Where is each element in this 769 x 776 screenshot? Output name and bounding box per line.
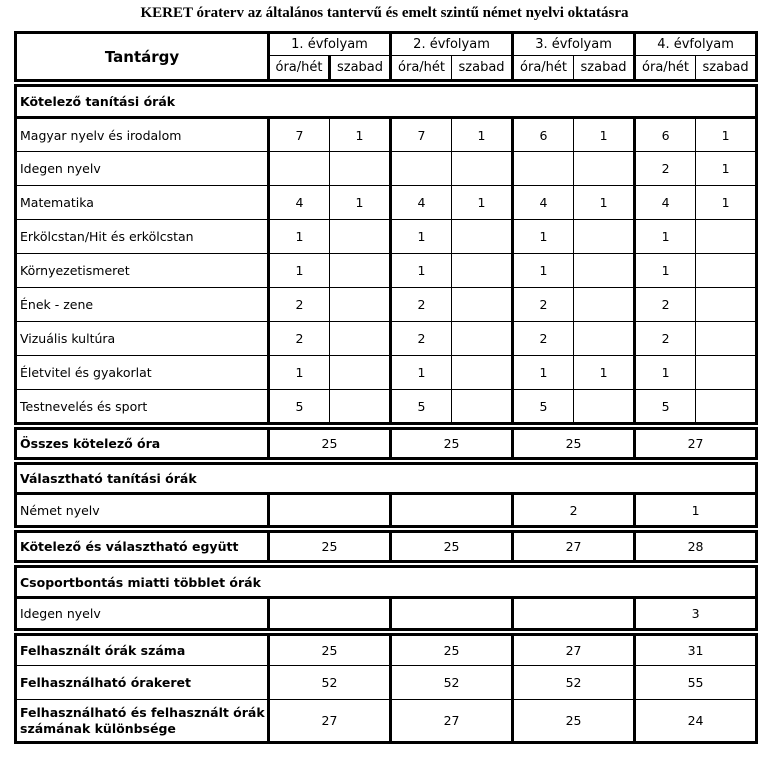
total-mandatory-value: 25 <box>513 429 635 459</box>
optional-value <box>391 494 513 527</box>
hours-per-week-cell: 4 <box>391 186 452 220</box>
free-hours-cell <box>574 288 635 322</box>
document-title: KERET óraterv az általános tantervű és emelt szintű német nyelvi oktatásra <box>140 5 629 21</box>
free-hours-cell <box>330 152 391 186</box>
table-row <box>16 288 757 322</box>
hours-per-week-cell <box>269 152 330 186</box>
subcol-header: óra/hét <box>391 56 452 81</box>
hours-per-week-cell: 5 <box>391 390 452 424</box>
table-row <box>16 322 757 356</box>
optional-value: 2 <box>513 494 635 527</box>
table-row <box>16 356 757 390</box>
used-value: 31 <box>635 635 757 666</box>
section-title-optional: Választható tanítási órák <box>16 464 757 494</box>
subject-header: Tantárgy <box>16 33 269 81</box>
hours-per-week-cell: 5 <box>635 390 696 424</box>
subject-name: Vizuális kultúra <box>16 322 269 356</box>
grade-header: 1. évfolyam <box>269 33 391 56</box>
free-hours-cell <box>452 356 513 390</box>
difference-value: 24 <box>635 700 757 743</box>
grade-header: 4. évfolyam <box>635 33 757 56</box>
hours-per-week-cell: 1 <box>269 254 330 288</box>
hours-per-week-cell: 2 <box>513 288 574 322</box>
hours-per-week-cell: 1 <box>391 254 452 288</box>
hours-per-week-cell: 5 <box>269 390 330 424</box>
hours-per-week-cell: 7 <box>391 118 452 152</box>
free-hours-cell: 1 <box>574 356 635 390</box>
available-value: 55 <box>635 666 757 700</box>
hours-per-week-cell: 1 <box>513 220 574 254</box>
used-label: Felhasznált órák száma <box>16 635 269 666</box>
hours-per-week-cell: 4 <box>513 186 574 220</box>
free-hours-cell <box>574 322 635 356</box>
subject-name: Erkölcstan/Hit és erkölcstan <box>16 220 269 254</box>
combined-label: Kötelező és választható együtt <box>16 532 269 562</box>
hours-per-week-cell: 2 <box>513 322 574 356</box>
subject-name: Matematika <box>16 186 269 220</box>
free-hours-cell: 1 <box>330 118 391 152</box>
free-hours-cell: 1 <box>574 118 635 152</box>
free-hours-cell: 1 <box>452 118 513 152</box>
available-value: 52 <box>513 666 635 700</box>
subject-name: Idegen nyelv <box>16 152 269 186</box>
available-value: 52 <box>391 666 513 700</box>
hours-per-week-cell: 1 <box>635 356 696 390</box>
subject-name: Ének - zene <box>16 288 269 322</box>
available-value: 52 <box>269 666 391 700</box>
free-hours-cell <box>330 220 391 254</box>
group-value: 3 <box>635 598 757 630</box>
row-label: Idegen nyelv <box>16 598 269 630</box>
subject-name: Magyar nyelv és irodalom <box>16 118 269 152</box>
group-value <box>269 598 391 630</box>
difference-label <box>16 700 269 743</box>
hours-per-week-cell: 6 <box>635 118 696 152</box>
subcol-header: szabad <box>574 56 635 81</box>
table-row <box>16 118 757 152</box>
free-hours-cell <box>574 220 635 254</box>
subcol-header: szabad <box>330 56 391 81</box>
free-hours-cell <box>452 390 513 424</box>
group-value <box>513 598 635 630</box>
difference-value: 27 <box>269 700 391 743</box>
difference-label-line1: Felhasználható és felhasznált órák <box>20 704 265 720</box>
hours-per-week-cell: 2 <box>635 322 696 356</box>
free-hours-cell <box>330 254 391 288</box>
used-value: 25 <box>269 635 391 666</box>
table-row <box>16 390 757 424</box>
hours-per-week-cell: 1 <box>513 254 574 288</box>
free-hours-cell <box>696 390 757 424</box>
subcol-header: szabad <box>452 56 513 81</box>
optional-value: 1 <box>635 494 757 527</box>
hours-per-week-cell: 4 <box>635 186 696 220</box>
hours-per-week-cell: 1 <box>269 220 330 254</box>
free-hours-cell: 1 <box>696 186 757 220</box>
hours-per-week-cell: 2 <box>635 152 696 186</box>
table-row <box>16 254 757 288</box>
hours-per-week-cell: 7 <box>269 118 330 152</box>
hours-per-week-cell: 1 <box>513 356 574 390</box>
subcol-header: óra/hét <box>513 56 574 81</box>
hours-per-week-cell: 4 <box>269 186 330 220</box>
total-mandatory-value: 25 <box>269 429 391 459</box>
difference-label-line2: számának különbsége <box>20 720 176 736</box>
free-hours-cell <box>574 152 635 186</box>
used-value: 25 <box>391 635 513 666</box>
hours-per-week-cell: 2 <box>635 288 696 322</box>
free-hours-cell <box>452 288 513 322</box>
table-row <box>16 220 757 254</box>
combined-value: 25 <box>269 532 391 562</box>
total-mandatory-label: Összes kötelező óra <box>16 429 269 459</box>
combined-value: 25 <box>391 532 513 562</box>
difference-value: 25 <box>513 700 635 743</box>
hours-per-week-cell: 5 <box>513 390 574 424</box>
combined-value: 28 <box>635 532 757 562</box>
subject-name: Testnevelés és sport <box>16 390 269 424</box>
free-hours-cell <box>330 390 391 424</box>
grade-header: 2. évfolyam <box>391 33 513 56</box>
free-hours-cell <box>696 322 757 356</box>
table-row <box>16 152 757 186</box>
table-row <box>16 186 757 220</box>
hours-per-week-cell: 6 <box>513 118 574 152</box>
used-value: 27 <box>513 635 635 666</box>
free-hours-cell <box>330 288 391 322</box>
free-hours-cell <box>696 288 757 322</box>
free-hours-cell: 1 <box>452 186 513 220</box>
hours-per-week-cell: 2 <box>391 322 452 356</box>
free-hours-cell <box>452 152 513 186</box>
hours-per-week-cell: 1 <box>269 356 330 390</box>
free-hours-cell: 1 <box>696 118 757 152</box>
grade-header: 3. évfolyam <box>513 33 635 56</box>
hours-per-week-cell: 1 <box>391 356 452 390</box>
timetable <box>14 31 758 744</box>
available-label: Felhasználható órakeret <box>16 666 269 700</box>
subcol-header: óra/hét <box>635 56 696 81</box>
optional-value <box>269 494 391 527</box>
section-title-group: Csoportbontás miatti többlet órák <box>16 567 757 598</box>
hours-per-week-cell: 1 <box>635 254 696 288</box>
hours-per-week-cell: 1 <box>635 220 696 254</box>
free-hours-cell: 1 <box>696 152 757 186</box>
subcol-header: óra/hét <box>269 56 330 81</box>
subject-name: Életvitel és gyakorlat <box>16 356 269 390</box>
free-hours-cell <box>330 322 391 356</box>
free-hours-cell <box>574 390 635 424</box>
hours-per-week-cell: 2 <box>391 288 452 322</box>
free-hours-cell <box>452 322 513 356</box>
free-hours-cell <box>696 356 757 390</box>
free-hours-cell <box>574 254 635 288</box>
hours-per-week-cell: 2 <box>269 322 330 356</box>
hours-per-week-cell <box>391 152 452 186</box>
free-hours-cell <box>330 356 391 390</box>
difference-value: 27 <box>391 700 513 743</box>
free-hours-cell <box>696 254 757 288</box>
hours-per-week-cell: 2 <box>269 288 330 322</box>
section-title-mandatory: Kötelező tanítási órák <box>16 86 757 118</box>
free-hours-cell: 1 <box>330 186 391 220</box>
row-label: Német nyelv <box>16 494 269 527</box>
total-mandatory-value: 25 <box>391 429 513 459</box>
combined-value: 27 <box>513 532 635 562</box>
free-hours-cell <box>452 220 513 254</box>
free-hours-cell <box>452 254 513 288</box>
free-hours-cell <box>696 220 757 254</box>
subject-name: Környezetismeret <box>16 254 269 288</box>
total-mandatory-value: 27 <box>635 429 757 459</box>
free-hours-cell: 1 <box>574 186 635 220</box>
subcol-header: szabad <box>696 56 757 81</box>
hours-per-week-cell: 1 <box>391 220 452 254</box>
group-value <box>391 598 513 630</box>
hours-per-week-cell <box>513 152 574 186</box>
